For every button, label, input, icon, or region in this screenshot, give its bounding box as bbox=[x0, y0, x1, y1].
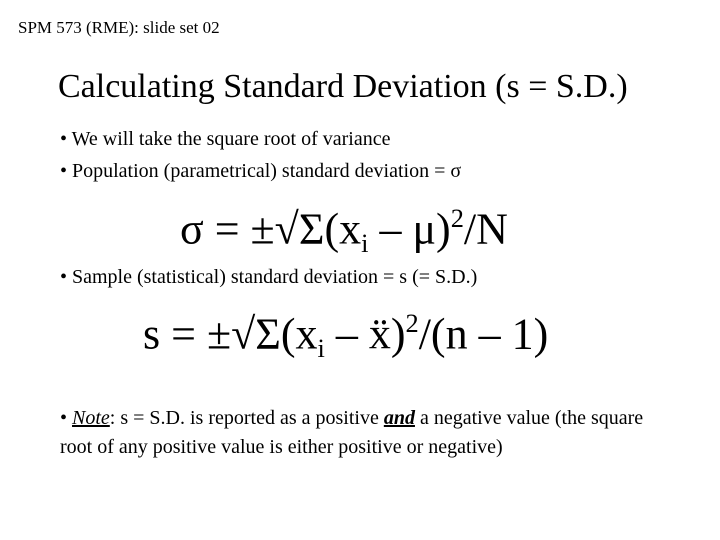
note-emphasis: and bbox=[383, 407, 415, 429]
formula-middle: – ẍ) bbox=[324, 309, 406, 359]
formula-subscript: i bbox=[317, 332, 325, 363]
formula-superscript: 2 bbox=[450, 203, 464, 233]
bullet-sample-sd: • Sample (statistical) standard deviation = s (= S.D.) bbox=[60, 266, 478, 288]
note-text-after: a negative value (the square root of any positive value is either positive or negative) bbox=[60, 407, 644, 458]
slide-header: SPM 573 (RME): slide set 02 bbox=[18, 18, 220, 37]
sample-sd-formula bbox=[143, 310, 548, 361]
formula-rhs: /N bbox=[463, 204, 508, 254]
formula-middle: – μ) bbox=[368, 204, 451, 254]
formula-lhs: s = ±√Σ(x bbox=[143, 309, 318, 359]
bullet-population-sd: • Population (parametrical) standard deviation = σ bbox=[60, 160, 462, 182]
formula-rhs: /(n – 1) bbox=[418, 309, 549, 359]
formula-subscript: i bbox=[361, 227, 369, 258]
formula-superscript: 2 bbox=[405, 308, 419, 338]
slide-title: Calculating Standard Deviation (s = S.D.) bbox=[58, 68, 628, 105]
note-paragraph bbox=[60, 404, 680, 462]
bullet-variance: • We will take the square root of variance bbox=[60, 128, 391, 150]
note-bullet: • bbox=[60, 407, 73, 429]
note-text-before: : s = S.D. is reported as a positive bbox=[109, 407, 384, 429]
population-sd-formula bbox=[180, 205, 508, 256]
note-label: Note bbox=[72, 407, 110, 429]
formula-lhs: σ = ±√Σ(x bbox=[180, 204, 362, 254]
